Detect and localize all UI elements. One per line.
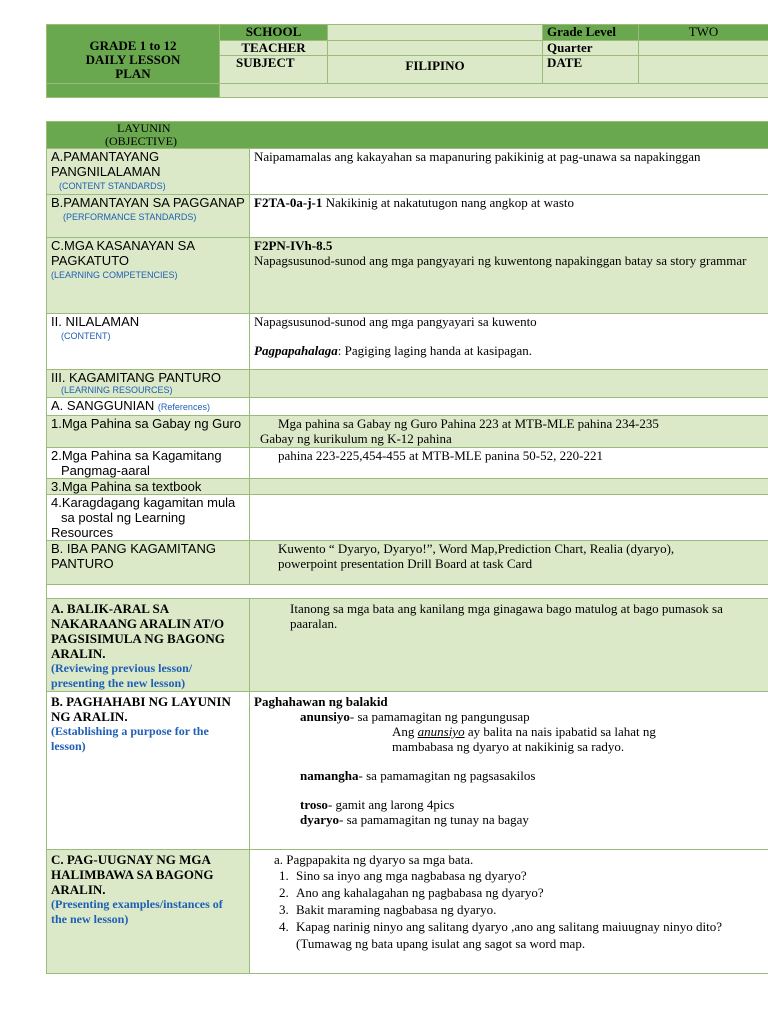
content-value: Napagsusunod-sunod ang mga pangyayari sa kuwento [254,314,537,329]
sentence-word: anunsiyo [417,724,465,739]
resources-label: III. KAGAMITANG PANTURO [51,370,221,385]
karagdagang-value[interactable] [250,495,768,541]
subject-value[interactable]: FILIPINO [328,56,543,84]
dlp-title-line3: PLAN [115,66,151,81]
balik-aral-label: A. BALIK-ARAL SA NAKARAANG ARALIN AT/O PAGSISIMULA NG BAGONG ARALIN. [51,601,225,661]
competencies-label1: C.MGA KASANAYAN SA [51,238,196,253]
paghahabi-label: B. PAGHAHABI NG LAYUNIN NG ARALIN. [51,694,231,724]
word-dyaryo-def: - sa pamamagitan ng tunay na bagay [339,812,529,827]
objective-title: LAYUNIN [117,121,171,135]
iba-value2: powerpoint presentation Drill Board at task Card [278,556,533,571]
iba-label2: PANTURO [51,556,114,571]
competencies-value: Napagsusunod-sunod ang mga pangyayari ng kuwentong napakinggan batay sa story grammar [254,253,747,268]
pag-uugnay-note: (Tumawag ng bata upang isulat ang sagot sa word map. [296,936,586,951]
pag-uugnay-en2: the new lesson) [51,912,129,926]
iba-label-cell [47,541,250,585]
resources-value[interactable] [250,370,768,398]
iba-label1: B. IBA PANG KAGAMITANG [51,541,216,556]
mag-aaral-label-cell [47,448,250,479]
karagdagang-label1: 4.Karagdagang kagamitan mula [51,495,236,510]
paghahabi-value-cell[interactable] [250,692,768,850]
paghahawan-title: Paghahawan ng balakid [254,694,388,709]
teacher-label: TEACHER [220,41,328,56]
karagdagang-label2: sa postal ng Learning [61,510,186,525]
competencies-en: (LEARNING COMPETENCIES) [51,270,178,280]
word-dyaryo: dyaryo [300,812,339,827]
balik-aral-value[interactable]: Itanong sa mga bata ang kanilang mga ginagawa bago matulog at bago pumasok sa paaralan. [250,599,768,692]
content-standards-en: (CONTENT STANDARDS) [59,181,166,191]
objective-header [47,122,768,149]
resources-label-cell [47,370,250,398]
pag-uugnay-label-cell [47,850,250,974]
content-standards-value[interactable]: Naipamamalas ang kakayahan sa mapanuring pakikinig at pag-unawa sa napakinggan [250,149,768,195]
performance-standards-label-cell [47,195,250,238]
mag-aaral-value[interactable]: pahina 223-225,454-455 at MTB-MLE panina 50-52, 220-221 [250,448,768,479]
list-item: 2. Ano ang kahalagahan ng pagbabasa ng dyaryo? [292,884,764,901]
references-value[interactable] [250,398,768,416]
pag-uugnay-en1: (Presenting examples/instances of [51,897,223,911]
balik-aral-en: (Reviewing previous lesson/ presenting the new lesson) [51,661,193,690]
references-label: A. SANGGUNIAN [51,398,155,413]
word-anunsiyo-def: - sa pamamagitan ng pangungusap [349,709,530,724]
subject-label: SUBJECT [220,56,328,84]
balik-aral-label-cell [47,599,250,692]
paghahabi-en: (Establishing a purpose for the lesson) [51,724,209,753]
performance-standards-value: Nakikinig at nakatutugon nang angkop at wasto [322,195,574,210]
mag-aaral-label2: Pangmag-aaral [61,463,150,478]
content-en: (CONTENT) [61,331,111,341]
pagpapahalaga-label: Pagpapahalaga [254,343,338,358]
header-footer-strip-right [220,84,768,98]
textbook-value[interactable] [250,479,768,495]
references-en: (References) [157,402,210,412]
list-item: 1. Sino sa inyo ang mga nagbabasa ng dyaryo? [292,867,764,884]
dlp-title-line1: GRADE 1 to 12 [89,38,177,53]
pagpapahalaga-value: : Pagiging laging handa at kasipagan. [337,343,533,358]
pag-uugnay-list [274,867,764,935]
karagdagang-label-cell [47,495,250,541]
competencies-label-cell [47,238,250,314]
pag-uugnay-intro: a. Pagpapakita ng dyaryo sa mga bata. [274,852,474,867]
word-troso: troso [300,797,328,812]
quarter-label: Quarter [543,41,639,56]
paghahabi-label-cell [47,692,250,850]
word-anunsiyo: anunsiyo [300,709,350,724]
competencies-code: F2PN-IVh-8.5 [254,238,333,253]
guro-label: 1.Mga Pahina sa Gabay ng Guro [47,416,250,448]
guro-value2: Gabay ng kurikulum ng K-12 pahina [260,431,452,446]
pag-uugnay-value-cell[interactable] [250,850,768,974]
sentence-pre: Ang [392,724,418,739]
list-item: 3. Bakit maraming nagbabasa ng dyaryo. [292,901,764,918]
date-label: DATE [543,56,639,84]
word-namangha: namangha [300,768,359,783]
grade-level-value[interactable]: TWO [639,25,768,41]
word-troso-def: - gamit ang larong 4pics [327,797,455,812]
header-table [46,24,768,98]
competencies-value-cell[interactable] [250,238,768,314]
content-standards-label: A.PAMANTAYANG PANGNILALAMAN [51,149,161,179]
iba-value-cell[interactable] [250,541,768,585]
spacer-row [47,585,768,599]
pag-uugnay-label: C. PAG-UUGNAY NG MGA HALIMBAWA SA BAGONG ARALIN. [51,852,214,897]
quarter-value[interactable] [639,41,768,56]
list-item: 4. Kapag narinig ninyo ang salitang dyaryo ,ano ang salitang maiuugnay ninyo dito? [292,918,764,935]
sentence-post1: ay balita na nais ipabatid sa lahat ng [464,724,656,739]
dlp-title-cell [47,25,220,84]
school-label: SCHOOL [220,25,328,41]
resources-en: (LEARNING RESOURCES) [61,385,173,395]
teacher-value[interactable] [328,41,543,56]
karagdagang-label3: Resources [51,525,114,540]
objective-subtitle: (OBJECTIVE) [105,134,177,148]
performance-standards-label: B.PAMANTAYAN SA PAGGANAP [51,195,245,210]
dlp-title-line2: DAILY LESSON [85,52,181,67]
content-value-cell[interactable] [250,314,768,370]
performance-standards-code: F2TA-0a-j-1 [254,195,323,210]
mag-aaral-label1: 2.Mga Pahina sa Kagamitang [51,448,222,463]
textbook-label: 3.Mga Pahina sa textbook [47,479,250,495]
competencies-label2: PAGKATUTO [51,253,130,268]
grade-level-label: Grade Level [543,25,639,41]
performance-standards-en: (PERFORMANCE STANDARDS) [63,212,197,222]
content-label: II. NILALAMAN [51,314,140,329]
iba-value1: Kuwento “ Dyaryo, Dyaryo!”, Word Map,Prediction Chart, Realia (dyaryo), [278,541,675,556]
word-namangha-def: - sa pamamagitan ng pagsasakilos [358,768,536,783]
sentence-post2: mambabasa ng dyaryo at nakikinig sa radyo. [392,739,625,754]
performance-standards-value-cell[interactable] [250,195,768,238]
header-footer-strip [47,84,220,98]
date-value[interactable] [639,56,768,84]
content-label-cell [47,314,250,370]
school-value[interactable] [328,25,543,41]
content-standards-label-cell [47,149,250,195]
guro-value-cell[interactable] [250,416,768,448]
lesson-plan-table [46,121,768,974]
references-label-cell [47,398,250,416]
guro-value1: Mga pahina sa Gabay ng Guro Pahina 223 at MTB-MLE pahina 234-235 [278,416,659,431]
